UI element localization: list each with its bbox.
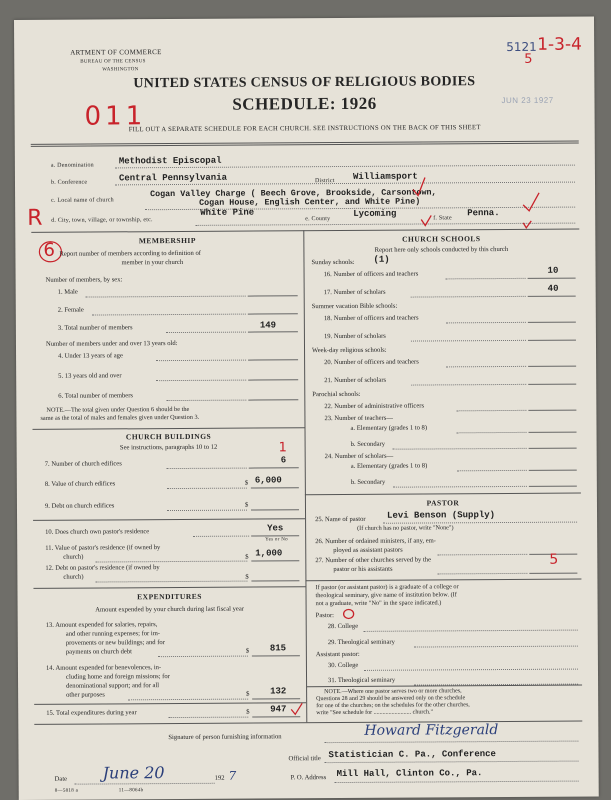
q1-male: 1. Male <box>57 288 78 296</box>
rule <box>34 721 582 725</box>
serial-number: 5121 <box>506 39 537 54</box>
county-value: Lycoming <box>353 208 397 219</box>
leader-dots <box>383 522 577 524</box>
dollar-sign: $ <box>246 708 250 716</box>
state-value: Penna. <box>467 208 500 219</box>
q12-residence-debt-1: 12. Debt on pastor's residence (if owned by <box>45 564 160 572</box>
check-icon <box>290 702 304 716</box>
sunday-schools-label: Sunday schools: <box>311 258 355 267</box>
q4-answer-line[interactable] <box>248 359 298 360</box>
q23a-elementary: a. Elementary (grades 1 to 8) <box>350 424 428 432</box>
q13-line-3: provements or new buildings; and for <box>65 639 165 647</box>
q26-line-2: ployed as assistant pastors <box>333 546 403 555</box>
po-address-label: P. O. Address <box>290 774 327 782</box>
membership-heading: MEMBERSHIP <box>138 235 196 246</box>
pastor-note-4: write "See schedule for ......................... church." <box>316 709 433 717</box>
signature-label: Signature of person furnishing information <box>168 733 282 742</box>
q13-line-2: and other running expenses; for im- <box>65 630 161 638</box>
leader-dots <box>156 380 246 382</box>
members-by-sex: Number of members, by sex: <box>45 276 123 284</box>
q19-scholars: 19. Number of scholars <box>323 332 386 341</box>
conference-value: Central Pennsylvania <box>118 172 228 184</box>
q23b-answer-line[interactable] <box>529 448 577 449</box>
q2-answer-line[interactable] <box>248 313 298 314</box>
leader-dots <box>335 781 579 783</box>
q15-answer-line[interactable] <box>252 716 300 717</box>
q2-female: 2. Female <box>57 306 84 314</box>
q24a-elementary: a. Elementary (grades 1 to 8) <box>350 462 428 470</box>
q22-admin-officers: 22. Number of administrative officers <box>324 402 425 411</box>
rule <box>33 586 305 589</box>
q10-hint: Yes or No <box>265 537 288 543</box>
leader-dots <box>457 432 527 433</box>
leader-dots <box>86 296 246 298</box>
census-schedule-sheet <box>14 16 599 800</box>
buildings-heading: CHURCH BUILDINGS <box>125 431 212 442</box>
denomination-label: a. Denomination <box>50 162 94 169</box>
q12-answer-line[interactable] <box>251 580 299 581</box>
city-value: White Pine <box>200 207 255 218</box>
membership-intro-1: Report number of members according to definition of <box>59 249 201 258</box>
leader-dots <box>411 296 526 298</box>
leader-dots <box>324 741 578 744</box>
rule <box>305 493 581 496</box>
q10-owns-residence: 10. Does church own pastor's residence <box>45 528 150 536</box>
graduate-note-2: theological seminary, give name of institution below. (If <box>315 591 457 600</box>
dollar-sign: $ <box>245 647 250 655</box>
schools-intro: Report here only schools conducted by this church <box>374 245 509 254</box>
serial-mark: 5 <box>524 51 533 67</box>
column-divider <box>303 230 307 686</box>
q7-value: 6 <box>280 455 287 466</box>
bureau-name: BUREAU OF THE CENSUS <box>80 59 146 65</box>
q25-value: Levi Benson (Supply) <box>387 510 496 521</box>
leader-dots <box>168 717 248 718</box>
membership-note-2: same as the total of males and females given under Question 3. <box>40 413 200 422</box>
q6-answer-line[interactable] <box>248 399 298 400</box>
pastor-label: Pastor: <box>315 612 334 620</box>
dollar-sign: $ <box>244 479 249 487</box>
q23a-answer-line[interactable] <box>529 432 577 433</box>
leader-dots <box>95 561 247 563</box>
leader-dots <box>166 400 246 401</box>
leader-dots <box>411 384 526 386</box>
q26-line-1: 26. Number of ordained ministers, if any, em- <box>315 537 437 546</box>
check-icon <box>523 193 539 211</box>
leader-dots <box>437 554 527 556</box>
local-name-label: c. Local name of church <box>51 197 114 204</box>
q24-scholars: 24. Number of scholars— <box>324 452 394 461</box>
q18-officers-teachers: 18. Number of officers and teachers <box>323 314 419 323</box>
graduate-note-3: not a graduate, write "No" in the space indicated.) <box>315 599 442 608</box>
under-over-13: Number of members under and over 13 years old: <box>45 340 178 348</box>
date-handwritten: June 20 <box>102 763 165 783</box>
q29-seminary: 29. Theological seminary <box>327 638 395 647</box>
rule <box>305 579 581 582</box>
county-label: e. County <box>305 216 331 223</box>
q9-debt-on-edifices: 9. Debt on church edifices <box>44 502 115 510</box>
q1-answer-line[interactable] <box>248 295 298 296</box>
q25-hint: (If church has no pastor, write "None") <box>357 524 454 532</box>
pastor-heading: PASTOR <box>426 498 460 508</box>
q22-answer-line[interactable] <box>528 410 576 411</box>
official-title-value: Statistician C. Pa., Conference <box>328 749 496 761</box>
leader-dots <box>414 646 578 648</box>
expenditures-heading: EXPENDITURES <box>137 591 202 602</box>
leader-dots <box>364 630 578 632</box>
q21-answer-line[interactable] <box>528 384 576 385</box>
city-name: WASHINGTON <box>102 67 139 73</box>
denomination-value: Methodist Episcopal <box>118 155 222 167</box>
department-name: ARTMENT OF COMMERCE <box>70 48 162 57</box>
q14-answer-line[interactable] <box>252 698 300 699</box>
pastor-note-3: for one of the churches; on the schedules for the other churches, <box>316 702 470 710</box>
leader-dots <box>411 340 526 342</box>
q5-13-and-over: 5. 13 years old and over <box>58 372 122 380</box>
q25-pastor-name: 25. Name of pastor <box>315 515 366 524</box>
leader-dots <box>446 366 526 367</box>
official-title-label: Official title <box>288 755 321 763</box>
expenditures-intro: Amount expended by your church during last fiscal year <box>95 605 244 614</box>
q7-answer-line[interactable] <box>249 467 299 468</box>
year-handwritten: 7 <box>228 768 237 783</box>
leader-dots <box>95 581 247 583</box>
leader-dots <box>457 470 527 471</box>
q8-value-of-edifices: 8. Value of church edifices <box>44 480 116 488</box>
leader-dots <box>364 669 578 671</box>
dollar-sign: $ <box>245 553 249 561</box>
margin-mark: R <box>27 205 43 231</box>
rule <box>32 427 304 430</box>
q17-answer-line[interactable] <box>528 296 576 297</box>
column-divider <box>306 686 307 722</box>
q8-answer-line[interactable] <box>251 487 299 488</box>
leader-dots <box>75 783 215 785</box>
q9-answer-line[interactable] <box>251 509 299 510</box>
leader-dots <box>156 360 246 362</box>
q13-value: 815 <box>269 643 287 654</box>
check-icon <box>523 221 531 228</box>
leader-dots <box>166 332 246 333</box>
leader-dots <box>446 278 526 279</box>
q14-line-1: 14. Amount expended for benevolences, in- <box>45 664 162 672</box>
schedule-title: SCHEDULE: 1926 <box>232 93 377 114</box>
q10-value: Yes <box>267 523 284 534</box>
q14-line-4: other purposes <box>66 691 105 699</box>
separate-schedule-instruction: FILL OUT A SEPARATE SCHEDULE FOR EACH CHURCH. SEE INSTRUCTIONS ON THE BACK OF THIS SHEET <box>128 124 481 134</box>
q11-answer-line[interactable] <box>251 560 299 561</box>
q13-line-4: payments on church debt <box>65 648 132 656</box>
check-icon <box>413 177 425 195</box>
q11-residence-value-2: church) <box>63 553 84 561</box>
q5-answer-line[interactable] <box>248 379 298 380</box>
summer-schools-label: Summer vacation Bible schools: <box>311 302 398 311</box>
leader-dots <box>446 322 526 323</box>
local-name-line-2: Cogan House, English Center, and White Pine) <box>199 196 421 208</box>
q24b-answer-line[interactable] <box>529 486 577 487</box>
rule <box>306 685 582 688</box>
received-date-stamp: JUN 23 1927 <box>501 95 554 106</box>
assistant-pastor-label: Assistant pastor: <box>315 650 360 659</box>
q30-college: 30. College <box>327 661 359 670</box>
date-label: Date <box>54 775 68 783</box>
q10-answer-line[interactable] <box>251 535 299 536</box>
membership-note-1: NOTE.—The total given under Question 6 should be the <box>46 405 190 414</box>
q27-line-1: 27. Number of other churches served by the <box>315 556 432 565</box>
q31-seminary: 31. Theological seminary <box>328 676 396 685</box>
red-circle-annotation <box>342 608 356 620</box>
leader-dots <box>167 510 247 511</box>
q14-line-2: cluding home and foreign missions; for <box>65 673 170 681</box>
parochial-schools-label: Parochial schools: <box>312 390 361 399</box>
rule <box>33 518 305 521</box>
q14-line-3: denominational support; and for all <box>66 682 160 690</box>
leader-dots <box>167 468 247 469</box>
q24b-secondary: b. Secondary <box>350 478 386 486</box>
q17-scholars: 17. Number of scholars <box>323 288 386 297</box>
q3-value: 149 <box>259 320 277 331</box>
q21-scholars: 21. Number of scholars <box>324 376 387 385</box>
weekday-schools-label: Week-day religious schools: <box>312 346 387 355</box>
q6-total-members: 6. Total number of members <box>58 392 134 400</box>
q20-officers-teachers: 20. Number of officers and teachers <box>324 358 419 367</box>
leader-dots <box>128 699 248 701</box>
q16-value: 10 <box>547 265 559 276</box>
district-label: District <box>314 178 335 185</box>
q7-church-edifices: 7. Number of church edifices <box>44 460 122 468</box>
q3-answer-line[interactable] <box>248 331 298 332</box>
q8-value: 6,000 <box>254 475 282 486</box>
leader-dots <box>456 410 526 411</box>
q18-answer-line[interactable] <box>528 322 576 323</box>
leader-dots <box>167 488 247 489</box>
q4-under-13: 4. Under 13 years of age <box>58 352 123 360</box>
q11-residence-value-1: 11. Value of pastor's residence (if owned by <box>45 544 161 552</box>
buildings-see-instructions: See instructions, paragraphs 10 to 12 <box>119 443 218 452</box>
leader-dots <box>92 314 246 316</box>
year-prefix: 192 <box>214 774 225 782</box>
leader-dots <box>393 486 527 488</box>
form-title: UNITED STATES CENSUS OF RELIGIOUS BODIES <box>133 74 476 92</box>
handwritten-code: 011 <box>84 101 147 132</box>
q23b-secondary: b. Secondary <box>350 440 386 448</box>
q7-red-mark: 1 <box>278 440 287 456</box>
membership-intro-2: member in your church <box>121 258 184 267</box>
sunday-schools-count: (1) <box>373 254 390 265</box>
q20-answer-line[interactable] <box>528 366 576 367</box>
dollar-sign: $ <box>246 690 250 698</box>
local-name-line-1: Cogan Valley Charge ( Beech Grove, Brookside, Carsontown, <box>150 187 437 200</box>
leader-dots <box>325 761 579 764</box>
q13-line-1: 13. Amount expended for salaries, repairs, <box>45 621 158 629</box>
dollar-sign: $ <box>244 501 249 509</box>
po-address-value: Mill Hall, Clinton Co., Pa. <box>336 768 483 780</box>
leader-dots <box>158 656 248 658</box>
pastor-note-1: NOTE.—Where one pastor serves two or more churches, <box>324 688 462 696</box>
graduate-note-1: If pastor (or assistant pastor) is a graduate of a college or <box>315 583 459 592</box>
q13-answer-line[interactable] <box>252 655 300 656</box>
schools-heading: CHURCH SCHOOLS <box>402 234 481 244</box>
q12-residence-debt-2: church) <box>63 573 84 581</box>
q19-answer-line[interactable] <box>528 340 576 341</box>
q14-value: 132 <box>270 686 287 697</box>
conference-label: b. Conference <box>50 179 88 186</box>
pastor-note-2: Questions 28 and 29 should be answered only on the schedule <box>316 695 466 703</box>
dollar-sign: $ <box>245 573 249 581</box>
leader-dots <box>193 536 249 537</box>
rule <box>34 702 306 705</box>
state-label: f. State <box>433 215 452 222</box>
q27-line-2: pastor or his assistants <box>333 565 393 574</box>
q24a-answer-line[interactable] <box>529 470 577 471</box>
leader-dots <box>393 448 527 450</box>
q15-total-expenditures: 15. Total expenditures during year <box>46 709 137 717</box>
leader-dots <box>437 573 527 575</box>
red-check-marks <box>405 167 555 238</box>
q17-value: 40 <box>547 283 559 294</box>
q16-answer-line[interactable] <box>528 278 576 279</box>
q16-officers-teachers: 16. Number of officers and teachers <box>323 270 419 279</box>
form-code-2: 11—8064b <box>118 788 144 794</box>
handwritten-ref: 1-3-4 <box>537 34 582 55</box>
check-icon <box>421 215 431 225</box>
city-label: d. City, town, village, or township, etc. <box>51 217 153 224</box>
margin-mark: 6 <box>43 239 55 261</box>
q27-answer-line[interactable] <box>529 573 577 574</box>
q3-total-members: 3. Total number of members <box>57 324 133 332</box>
district-value: Williamsport <box>352 171 418 182</box>
signature-handwritten: Howard Fitzgerald <box>364 722 499 739</box>
q28-college: 28. College <box>327 622 359 631</box>
q23-teachers: 23. Number of teachers— <box>324 414 393 423</box>
q11-value: 1,000 <box>255 548 283 559</box>
q27-value: 5 <box>549 551 559 568</box>
form-code-1: 8—5818 a <box>54 788 79 794</box>
q15-value: 947 <box>270 704 287 715</box>
